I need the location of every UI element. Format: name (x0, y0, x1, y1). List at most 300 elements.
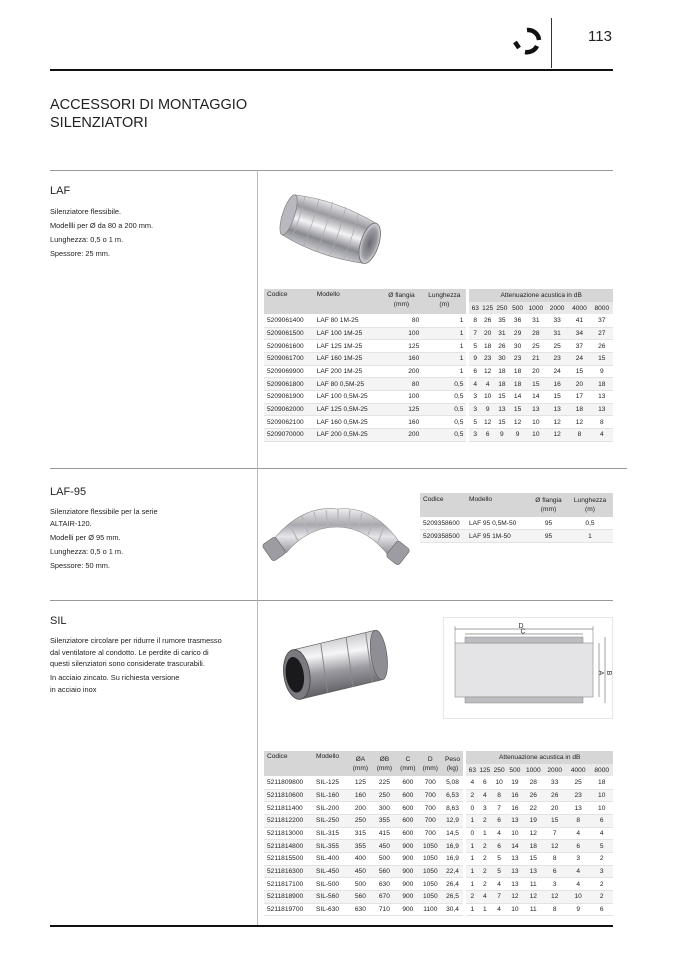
cell-attenuazione: 10 (598, 791, 606, 799)
cell-codice: 5211814800 (267, 842, 304, 850)
cell-attenuazione: 15 (575, 367, 584, 375)
column-divider-sil (257, 600, 258, 925)
cell-attenuazione: 15 (529, 855, 537, 863)
col-header-modello: Modello (313, 751, 349, 776)
cell-attenuazione: 13 (511, 817, 519, 825)
cell-d: 1050 (422, 893, 438, 901)
table-row (264, 391, 613, 404)
cell-attenuazione: 16 (511, 791, 519, 799)
cell-attenuazione: 6 (552, 868, 557, 876)
cell-modello: SIL-500 (315, 880, 340, 888)
cell-attenuazione: 13 (498, 406, 506, 414)
cell-lunghezza: 0,5 (454, 393, 464, 401)
cell-attenuazione: 17 (575, 393, 584, 401)
cell-attenuazione: 23 (484, 355, 492, 363)
cell-attenuazione: 21 (532, 355, 540, 363)
cell-b: 300 (378, 804, 390, 812)
cell-codice: 5209062100 (267, 418, 304, 426)
cell-attenuazione: 1 (465, 853, 478, 866)
cell-attenuazione: 31 (498, 329, 506, 337)
sil-dimension-diagram (443, 617, 613, 719)
cell-attenuazione: 15 (598, 355, 606, 363)
page-title-line1: ACCESSORI DI MONTAGGIO (50, 97, 248, 113)
cell-b: 355 (378, 817, 390, 825)
table-row (264, 776, 613, 789)
cell-b: 500 (378, 855, 390, 863)
cell-attenuazione: 1 (465, 903, 478, 916)
cell-attenuazione: 2 (465, 789, 478, 802)
cell-attenuazione: 18 (498, 380, 506, 388)
cell-codice: 5209070000 (267, 431, 304, 439)
cell-attenuazione: 10 (598, 804, 606, 812)
cell-flangia: 95 (544, 519, 553, 527)
cell-attenuazione: 26 (498, 342, 506, 350)
col-header-d-label: D (427, 755, 433, 763)
cell-b: 415 (378, 829, 390, 837)
cell-attenuazione: 8 (576, 817, 580, 825)
cell-attenuazione: 25 (574, 778, 582, 786)
cell-c: 900 (402, 906, 414, 914)
cell-attenuazione: 26 (529, 791, 537, 799)
col-header-lunghezza (567, 493, 613, 517)
cell-d: 700 (424, 778, 436, 786)
freq-header: 125 (478, 764, 491, 777)
cell-attenuazione: 10 (574, 893, 582, 901)
cell-flangia: 200 (408, 431, 420, 439)
cell-attenuazione: 12 (551, 842, 559, 850)
col-header-modello: Modello (466, 493, 530, 517)
cell-attenuazione: 12 (551, 893, 559, 901)
cell-peso: 16,9 (446, 842, 459, 850)
cell-attenuazione: 6 (599, 906, 604, 914)
cell-d: 1050 (422, 842, 438, 850)
cell-attenuazione: 0 (465, 802, 478, 815)
cell-attenuazione: 8 (468, 314, 481, 327)
cell-attenuazione: 34 (575, 329, 584, 337)
cell-modello: LAF 200 1M-25 (316, 367, 363, 375)
cell-attenuazione: 11 (529, 880, 537, 888)
cell-attenuazione: 6 (497, 817, 501, 825)
table-row (264, 352, 613, 365)
column-divider-laf95 (257, 468, 258, 600)
cell-flangia: 100 (408, 393, 420, 401)
cell-attenuazione: 5 (468, 416, 481, 429)
laf-product-image (276, 190, 388, 270)
col-header-flangia-unit: (mm) (540, 506, 557, 513)
cell-lunghezza: 0,5 (454, 431, 464, 439)
cell-attenuazione: 26 (551, 791, 559, 799)
cell-attenuazione: 8 (497, 791, 501, 799)
cell-c: 600 (402, 804, 414, 812)
laf-desc-line: Lunghezza: 0,5 o 1 m. (50, 235, 124, 244)
cell-c: 600 (402, 829, 414, 837)
cell-modello: SIL-315 (315, 829, 340, 837)
cell-attenuazione: 3 (599, 868, 604, 876)
cell-a: 630 (354, 906, 366, 914)
cell-lunghezza: 1 (459, 342, 464, 350)
cell-attenuazione: 9 (468, 352, 481, 365)
section-rule-laf (50, 170, 613, 171)
section-rule-sil (50, 600, 613, 601)
laf95-desc-line: Lunghezza: 0,5 o 1 m. (50, 546, 124, 556)
cell-attenuazione: 13 (574, 804, 582, 812)
cell-a: 125 (354, 778, 366, 786)
cell-flangia: 95 (544, 532, 553, 540)
table-row (264, 365, 613, 378)
cell-attenuazione: 2 (599, 855, 604, 863)
cell-modello: SIL-355 (315, 842, 340, 850)
cell-c: 900 (402, 893, 414, 901)
cell-d: 1100 (423, 906, 438, 914)
cell-b: 225 (378, 778, 390, 786)
col-header-peso-label: Peso (444, 755, 460, 763)
cell-a: 250 (354, 817, 366, 825)
cell-a: 160 (354, 791, 366, 799)
cell-attenuazione: 14 (532, 393, 540, 401)
cell-attenuazione: 15 (498, 393, 506, 401)
cell-attenuazione: 18 (598, 380, 606, 388)
cell-d: 700 (424, 817, 436, 825)
cell-codice: 5211816300 (267, 868, 304, 876)
col-header-unit: (mm) (376, 764, 393, 772)
cell-modello: LAF 160 0,5M-25 (316, 418, 368, 426)
cell-modello: LAF 160 1M-25 (316, 355, 363, 363)
cell-attenuazione: 9 (485, 406, 490, 414)
col-header-a (349, 751, 372, 776)
cell-attenuazione: 33 (553, 316, 561, 324)
table-row (264, 840, 613, 853)
col-header-attenuazione: Attenuazione acustica in dB (468, 289, 613, 302)
cell-attenuazione: 28 (532, 329, 540, 337)
cell-modello: LAF 95 1M-50 (469, 532, 511, 540)
cell-attenuazione: 15 (553, 393, 561, 401)
cell-attenuazione: 9 (576, 906, 580, 914)
cell-a: 560 (354, 893, 366, 901)
cell-codice: 5211811400 (267, 804, 303, 812)
table-row (420, 517, 613, 530)
cell-attenuazione: 41 (575, 316, 584, 324)
cell-attenuazione: 2 (483, 868, 487, 876)
cell-peso: 14,5 (446, 829, 459, 837)
cell-codice: 5209358600 (423, 519, 460, 527)
table-row (420, 530, 613, 543)
cell-b: 670 (378, 893, 390, 901)
freq-header: 250 (494, 302, 509, 315)
cell-c: 600 (402, 817, 414, 825)
col-header-unit: (mm) (422, 764, 438, 772)
freq-header: 63 (468, 302, 481, 315)
cell-codice: 5211819700 (267, 906, 304, 914)
col-header-peso (442, 751, 465, 776)
page-number: 113 (588, 28, 612, 45)
cell-attenuazione: 3 (483, 804, 487, 812)
cell-attenuazione: 1 (465, 878, 478, 891)
cell-codice: 5209358500 (423, 532, 460, 540)
cell-attenuazione: 4 (483, 893, 487, 901)
cell-modello: LAF 125 1M-25 (316, 342, 363, 350)
cell-attenuazione: 23 (574, 791, 582, 799)
cell-attenuazione: 30 (498, 355, 506, 363)
cell-attenuazione: 6 (599, 817, 604, 825)
section-rule-laf95 (50, 468, 627, 469)
col-header-peso-unit: (kg) (446, 764, 459, 772)
cell-attenuazione: 13 (511, 880, 519, 888)
cell-modello: SIL-450 (315, 868, 340, 876)
cell-flangia: 125 (408, 342, 420, 350)
cell-modello: SIL-160 (315, 791, 340, 799)
cell-attenuazione: 5 (599, 842, 604, 850)
cell-attenuazione: 35 (498, 316, 506, 324)
freq-header: 2000 (543, 764, 565, 777)
cell-attenuazione: 10 (532, 418, 540, 426)
cell-attenuazione: 12 (484, 418, 492, 426)
cell-attenuazione: 16 (553, 380, 561, 388)
col-header-lunghezza-unit: (m) (439, 301, 450, 308)
cell-attenuazione: 9 (515, 431, 520, 439)
cell-peso: 12,9 (446, 817, 459, 825)
cell-flangia: 160 (408, 355, 420, 363)
col-header-unit: (mm) (352, 764, 369, 772)
cell-attenuazione: 4 (576, 880, 580, 888)
cell-attenuazione: 8 (599, 418, 604, 426)
cell-d: 700 (424, 791, 436, 799)
cell-attenuazione: 5 (497, 855, 501, 863)
col-header-lunghezza-label: Lunghezza (428, 292, 461, 299)
cell-attenuazione: 4 (497, 829, 501, 837)
cell-attenuazione: 4 (468, 378, 481, 391)
cell-attenuazione: 12 (484, 367, 492, 375)
cell-modello: SIL-560 (315, 893, 340, 901)
cell-attenuazione: 6 (485, 431, 490, 439)
cell-c: 600 (402, 791, 414, 799)
cell-attenuazione: 6 (483, 778, 487, 786)
cell-attenuazione: 3 (552, 880, 557, 888)
cell-b: 710 (378, 906, 390, 914)
cell-attenuazione: 13 (532, 406, 540, 414)
cell-attenuazione: 4 (483, 791, 487, 799)
col-header-b-label: ØB (379, 755, 390, 763)
freq-header: 63 (465, 764, 478, 777)
cell-attenuazione: 4 (576, 868, 580, 876)
cell-a: 355 (354, 842, 366, 850)
laf95-desc-line: ALTAIR-120. (50, 518, 92, 528)
laf95-desc-line: Modelli per Ø 95 mm. (50, 532, 121, 542)
cell-modello: SIL-200 (315, 804, 340, 812)
table-row (264, 314, 613, 327)
cell-codice: 5209061900 (267, 393, 304, 401)
cell-attenuazione: 1 (465, 840, 478, 853)
cell-attenuazione: 13 (511, 868, 519, 876)
col-header-lunghezza-unit: (m) (585, 506, 595, 513)
table-row (264, 327, 613, 340)
cell-lunghezza: 0,5 (454, 380, 464, 388)
cell-attenuazione: 26 (484, 316, 492, 324)
cell-attenuazione: 18 (598, 778, 606, 786)
laf95-desc-line: Spessore: 50 mm. (50, 560, 110, 570)
laf-desc-line: Silenziatore flessibile. (50, 207, 122, 216)
cell-peso: 26,4 (446, 880, 459, 888)
table-row (264, 403, 613, 416)
freq-header: 500 (509, 302, 525, 315)
cell-c: 900 (402, 842, 414, 850)
col-header-flangia-label: Ø flangia (388, 292, 415, 299)
cell-flangia: 200 (408, 367, 420, 375)
cell-codice: 5211809800 (267, 778, 304, 786)
cell-codice: 5209061600 (267, 342, 304, 350)
col-header-lunghezza (422, 289, 468, 314)
cell-modello: LAF 80 1M-25 (316, 316, 359, 324)
dim-label-d: D (518, 623, 524, 630)
cell-codice: 5209062000 (267, 406, 304, 414)
cell-attenuazione: 20 (532, 367, 540, 375)
page-title (50, 96, 247, 132)
cell-attenuazione: 13 (553, 406, 561, 414)
cell-attenuazione: 2 (483, 855, 487, 863)
cell-attenuazione: 1 (465, 865, 478, 878)
col-header-c-label: C (405, 755, 411, 763)
cell-attenuazione: 18 (513, 367, 522, 375)
table-row (264, 802, 613, 815)
cell-attenuazione: 20 (484, 329, 492, 337)
cell-attenuazione: 24 (575, 355, 584, 363)
sil-desc-line: in acciaio inox (50, 684, 97, 694)
cell-codice: 5209061500 (267, 329, 304, 337)
cell-d: 1050 (422, 868, 438, 876)
laf-description (50, 206, 250, 262)
col-header-a-label: ØA (355, 755, 366, 763)
table-row (264, 429, 613, 442)
cell-attenuazione: 15 (498, 418, 506, 426)
cell-attenuazione: 3 (468, 391, 481, 404)
cell-attenuazione: 4 (599, 431, 604, 439)
cell-attenuazione: 12 (529, 893, 537, 901)
cell-lunghezza: 0,5 (454, 406, 464, 414)
cell-attenuazione: 19 (511, 778, 519, 786)
cell-attenuazione: 12 (553, 431, 561, 439)
bottom-rule (50, 925, 613, 927)
sil-table (264, 751, 613, 916)
cell-attenuazione: 6 (576, 842, 580, 850)
page-title-line2: SILENZIATORI (50, 115, 148, 131)
cell-attenuazione: 31 (553, 329, 561, 337)
dim-label-c: C (520, 628, 526, 636)
cell-b: 560 (378, 868, 390, 876)
dim-label-b: B (605, 670, 612, 676)
cell-attenuazione: 1 (483, 906, 487, 914)
sil-desc-line: questi silenziatori sono considerate trascurabili. (50, 659, 205, 668)
sil-product-image (276, 630, 396, 702)
cell-attenuazione: 7 (497, 893, 501, 901)
cell-attenuazione: 26 (598, 342, 606, 350)
col-header-b (372, 751, 396, 776)
cell-attenuazione: 3 (468, 403, 481, 416)
cell-attenuazione: 10 (511, 906, 519, 914)
cell-attenuazione: 3 (468, 429, 481, 442)
col-header-codice: Codice (264, 751, 313, 776)
dim-label-a: A (597, 670, 604, 676)
cell-attenuazione: 18 (529, 842, 537, 850)
cell-attenuazione: 33 (551, 778, 559, 786)
cell-attenuazione: 7 (497, 804, 501, 812)
freq-header: 125 (481, 302, 494, 315)
cell-modello: LAF 200 0,5M-25 (316, 431, 368, 439)
cell-flangia: 125 (408, 406, 420, 414)
brand-logo-icon (513, 26, 545, 56)
sil-description (50, 635, 255, 695)
cell-attenuazione: 18 (498, 367, 506, 375)
freq-header: 8000 (591, 302, 613, 315)
laf95-product-image (262, 503, 412, 571)
cell-modello: LAF 80 0,5M-25 (316, 380, 364, 388)
cell-attenuazione: 20 (551, 804, 559, 812)
cell-attenuazione: 13 (511, 855, 519, 863)
cell-attenuazione: 18 (575, 406, 584, 414)
cell-codice: 5209061400 (267, 316, 304, 324)
cell-attenuazione: 25 (532, 342, 540, 350)
laf-title: LAF (50, 185, 71, 197)
cell-peso: 26,5 (446, 893, 459, 901)
cell-lunghezza: 1 (459, 316, 464, 324)
cell-c: 900 (402, 868, 414, 876)
cell-attenuazione: 15 (532, 380, 540, 388)
cell-modello: LAF 95 0,5M-50 (469, 519, 517, 527)
cell-attenuazione: 12 (529, 829, 537, 837)
laf-desc-line: Modellli per Ø da 80 a 200 mm. (50, 221, 154, 230)
cell-a: 400 (354, 855, 366, 863)
cell-a: 500 (354, 880, 366, 888)
cell-attenuazione: 20 (575, 380, 584, 388)
cell-attenuazione: 5 (497, 868, 501, 876)
sil-desc-line: dal ventilatore al condotto. Le perdite di carico di (50, 647, 209, 657)
laf-table (264, 289, 613, 442)
cell-peso: 5,08 (446, 778, 459, 786)
sil-title: SIL (50, 615, 67, 627)
laf95-description (50, 506, 250, 574)
cell-attenuazione: 8 (552, 906, 557, 914)
cell-lunghezza: 1 (459, 329, 464, 337)
cell-attenuazione: 6 (468, 365, 481, 378)
cell-a: 200 (354, 804, 366, 812)
cell-attenuazione: 13 (598, 393, 606, 401)
cell-attenuazione: 12 (513, 418, 522, 426)
cell-attenuazione: 15 (551, 817, 559, 825)
freq-header: 500 (507, 764, 523, 777)
cell-codice: 5211815500 (267, 855, 304, 863)
cell-attenuazione: 2 (465, 891, 478, 904)
cell-attenuazione: 10 (495, 778, 503, 786)
cell-attenuazione: 4 (465, 776, 478, 789)
cell-lunghezza: 1 (459, 355, 464, 363)
header-divider (551, 18, 552, 68)
table-row (264, 865, 613, 878)
table-row (264, 827, 613, 840)
col-header-flangia (381, 289, 423, 314)
cell-flangia: 100 (408, 329, 420, 337)
table-row (264, 853, 613, 866)
cell-codice: 5209069900 (267, 367, 304, 375)
col-header-flangia (530, 493, 567, 517)
cell-flangia: 80 (411, 380, 420, 388)
cell-attenuazione: 6 (497, 842, 501, 850)
col-header-codice: Codice (420, 493, 466, 517)
cell-attenuazione: 29 (513, 329, 522, 337)
cell-attenuazione: 25 (553, 342, 561, 350)
cell-attenuazione: 7 (468, 327, 481, 340)
laf-desc-line: Spessore: 25 mm. (50, 249, 110, 258)
freq-header: 4000 (568, 302, 590, 315)
laf95-table (420, 493, 613, 543)
cell-lunghezza: 1 (588, 532, 592, 540)
